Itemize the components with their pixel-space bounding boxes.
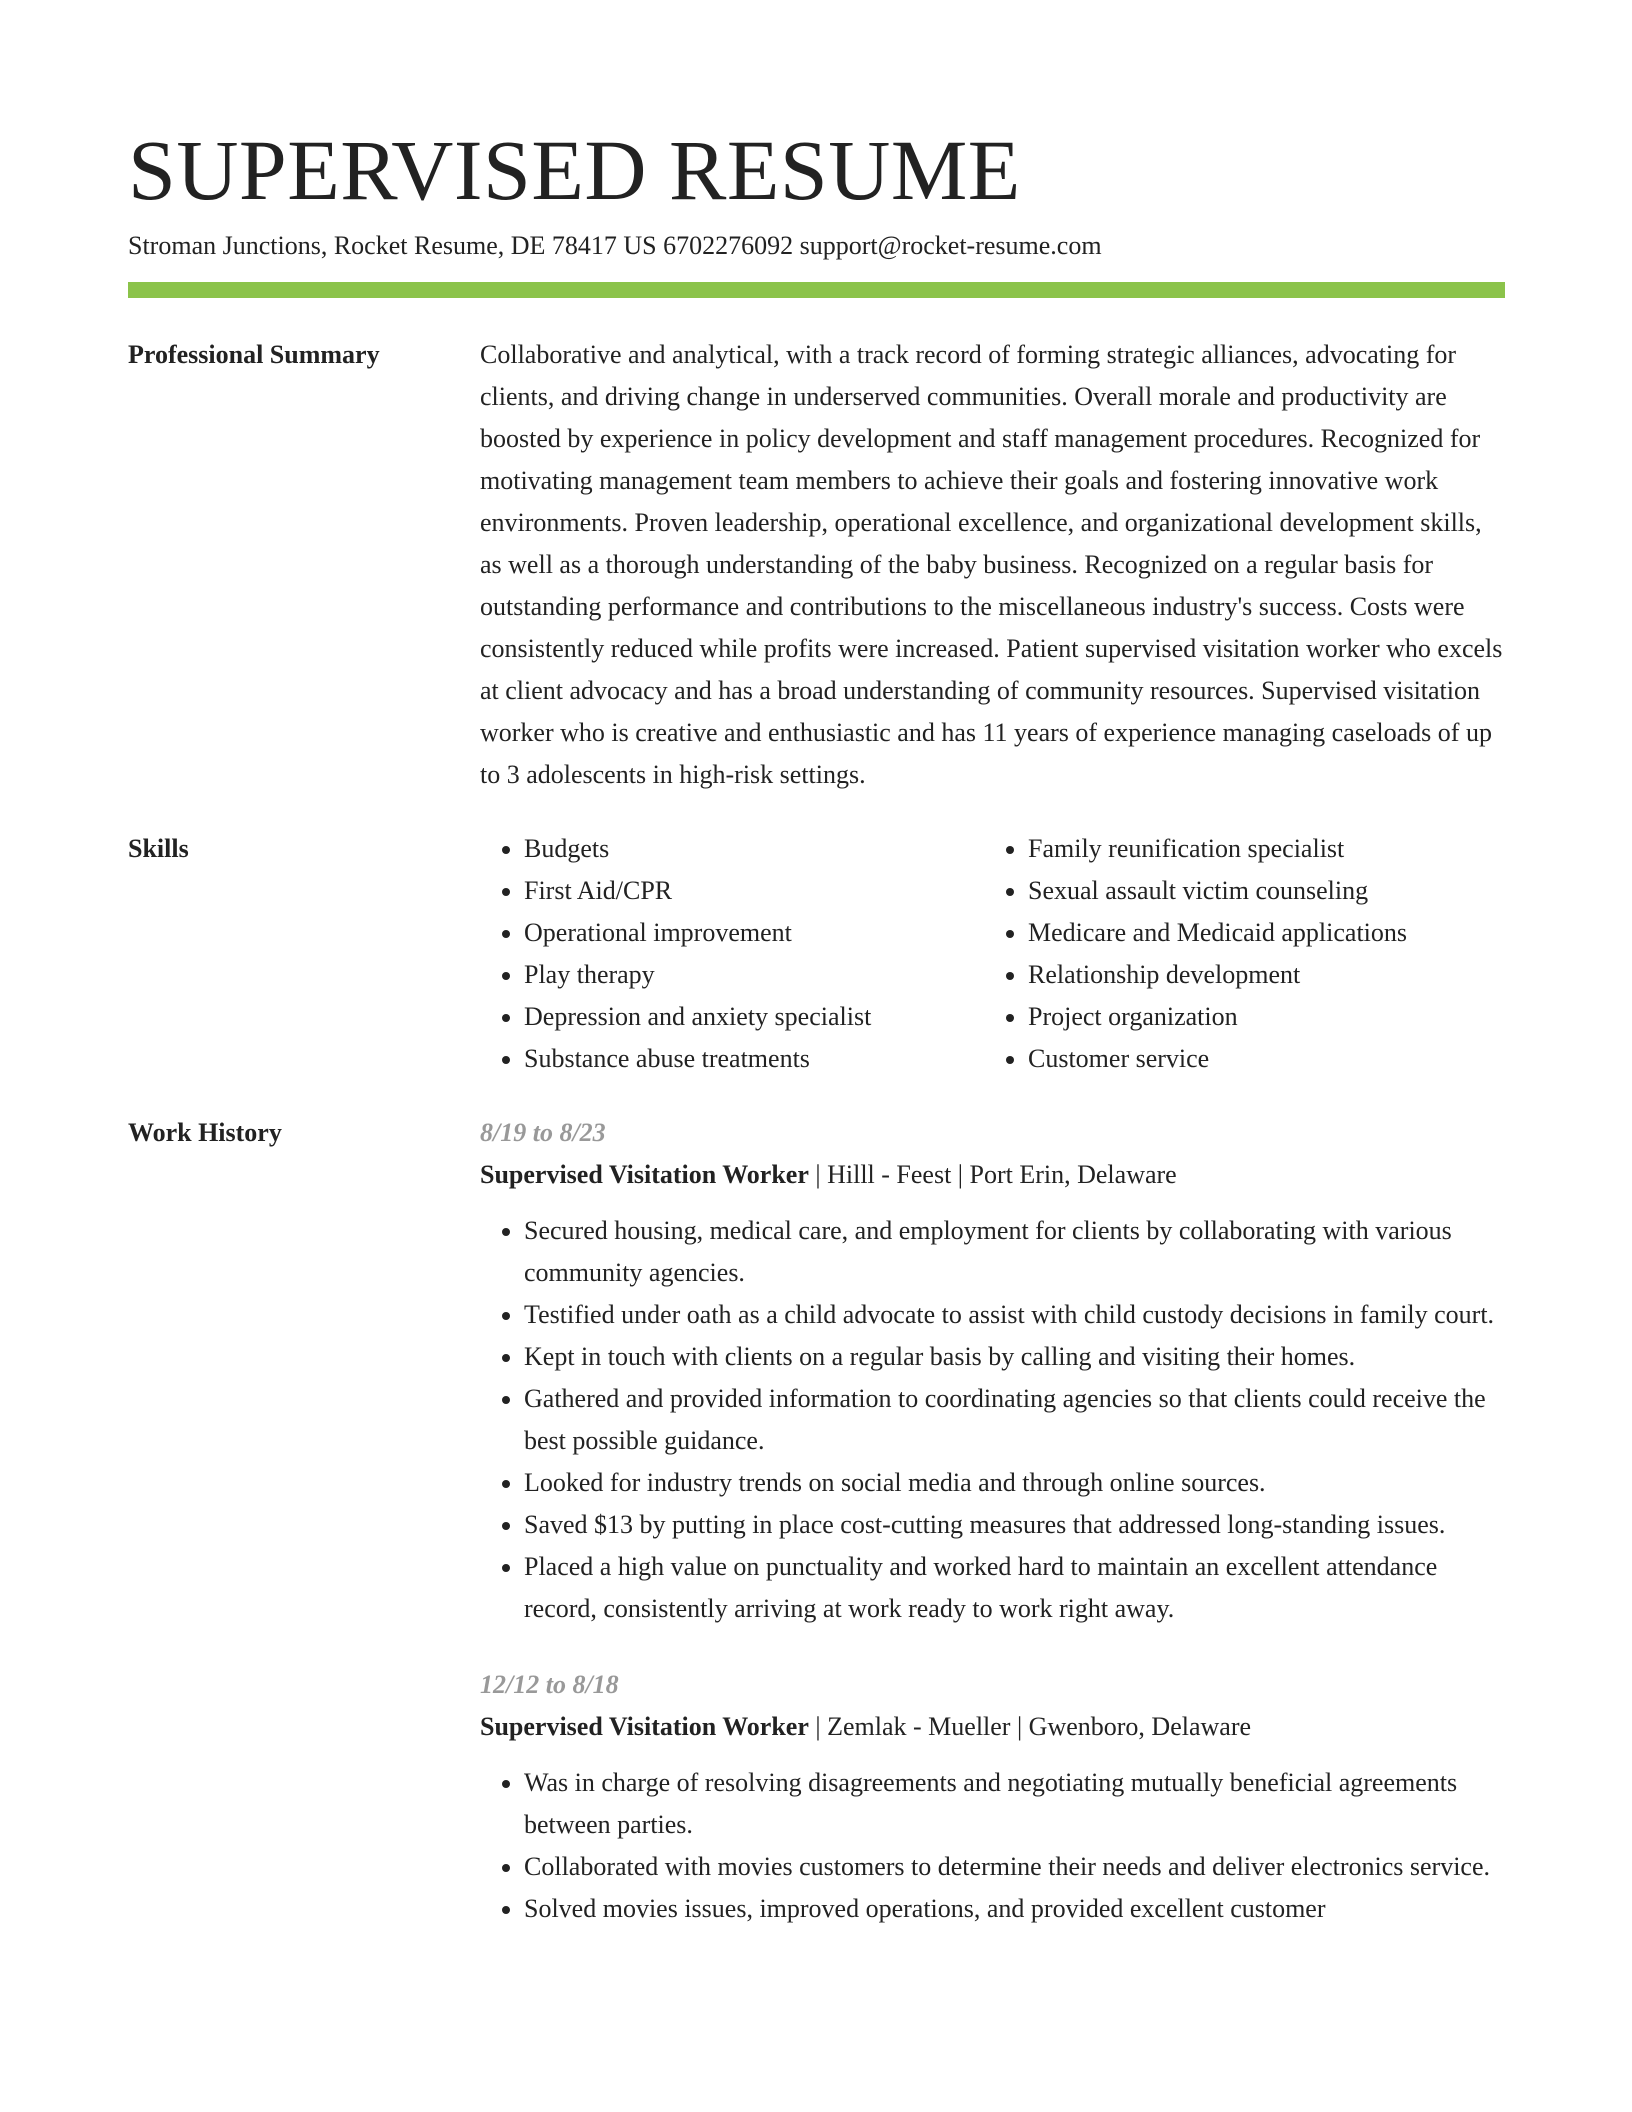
skills-list-left: [480, 828, 984, 1080]
job-bullet-list: [480, 1210, 1505, 1630]
summary-label: Professional Summary: [128, 340, 380, 369]
summary-section: [128, 334, 1505, 796]
job-bullet: • Testified under oath as a child advocate to assist with child custody decisions in family court.: [524, 1294, 1505, 1336]
work-label: Work History: [128, 1118, 282, 1147]
skill-item: • Play therapy: [524, 954, 984, 996]
skills-list-right: [984, 828, 1488, 1080]
job-title: Supervised Visitation Worker: [480, 1160, 809, 1189]
skills-section: [128, 828, 1505, 1080]
job-bullet: • Looked for industry trends on social media and through online sources.: [524, 1462, 1505, 1504]
skill-item: • Budgets: [524, 828, 984, 870]
job-bullet: • Placed a high value on punctuality and worked hard to maintain an excellent attendance record, consistently arriving at work ready to work right away.: [524, 1546, 1505, 1630]
skill-item: • Substance abuse treatments: [524, 1038, 984, 1080]
skill-item: • Family reunification specialist: [1028, 828, 1488, 870]
job-heading: [480, 1706, 1505, 1748]
job-bullet: • Gathered and provided information to coordinating agencies so that clients could receive the best possible guidance.: [524, 1378, 1505, 1462]
job-dates: 8/19 to 8/23: [480, 1118, 606, 1147]
summary-text: Collaborative and analytical, with a track record of forming strategic alliances, advocating for clients, and driving change in underserved communities. Overall morale and productivity are boosted by experience in policy development and staff management procedures. Recognized for motivating management team members to achieve their goals and fostering innovative work environments. Proven leadership, operational excellence, and organizational development skills, as well as a thorough understanding of the baby business. Recognized on a regular basis for outstanding performance and contributions to the miscellaneous industry's success. Costs were consistently reduced while profits were increased. Patient supervised visitation worker who excels at client advocacy and has a broad understanding of community resources. Supervised visitation worker who is creative and enthusiastic and has 11 years of experience managing caseloads of up to 3 adolescents in high-risk settings.: [480, 340, 1503, 789]
resume-name: SUPERVISED RESUME: [128, 122, 1021, 218]
job-bullet: • Kept in touch with clients on a regular basis by calling and visiting their homes.: [524, 1336, 1505, 1378]
job-entry: [480, 1112, 1505, 1630]
contact-line: Stroman Junctions, Rocket Resume, DE 78417 US 6702276092 support@rocket-resume.com: [128, 231, 1102, 260]
skill-item: • Operational improvement: [524, 912, 984, 954]
job-bullet: • Secured housing, medical care, and employment for clients by collaborating with various community agencies.: [524, 1210, 1505, 1294]
resume-page: [128, 118, 1505, 1964]
skills-label: Skills: [128, 834, 189, 863]
skill-item: • Customer service: [1028, 1038, 1488, 1080]
job-heading: [480, 1154, 1505, 1196]
job-bullet: • Solved movies issues, improved operations, and provided excellent customer: [524, 1888, 1505, 1930]
skill-item: • Project organization: [1028, 996, 1488, 1038]
accent-divider: [128, 282, 1505, 298]
work-section: [128, 1112, 1505, 1964]
skill-item: • Relationship development: [1028, 954, 1488, 996]
job-details: | Hilll - Feest | Port Erin, Delaware: [808, 1160, 1177, 1189]
job-bullet: • Collaborated with movies customers to determine their needs and deliver electronics service.: [524, 1846, 1505, 1888]
summary-body: [480, 334, 1505, 796]
job-bullet: • Saved $13 by putting in place cost-cutting measures that addressed long-standing issues.: [524, 1504, 1505, 1546]
job-dates: 12/12 to 8/18: [480, 1670, 619, 1699]
skill-item: • First Aid/CPR: [524, 870, 984, 912]
job-title: Supervised Visitation Worker: [480, 1712, 809, 1741]
skills-columns: [480, 828, 1505, 1080]
job-bullet-list: [480, 1762, 1505, 1930]
job-bullet: • Was in charge of resolving disagreements and negotiating mutually beneficial agreements between parties.: [524, 1762, 1505, 1846]
skill-item: • Sexual assault victim counseling: [1028, 870, 1488, 912]
skill-item: • Depression and anxiety specialist: [524, 996, 984, 1038]
skill-item: • Medicare and Medicaid applications: [1028, 912, 1488, 954]
job-entry: [480, 1664, 1505, 1930]
job-details: | Zemlak - Mueller | Gwenboro, Delaware: [808, 1712, 1252, 1741]
work-body: [480, 1112, 1505, 1964]
skills-body: [480, 828, 1505, 1080]
